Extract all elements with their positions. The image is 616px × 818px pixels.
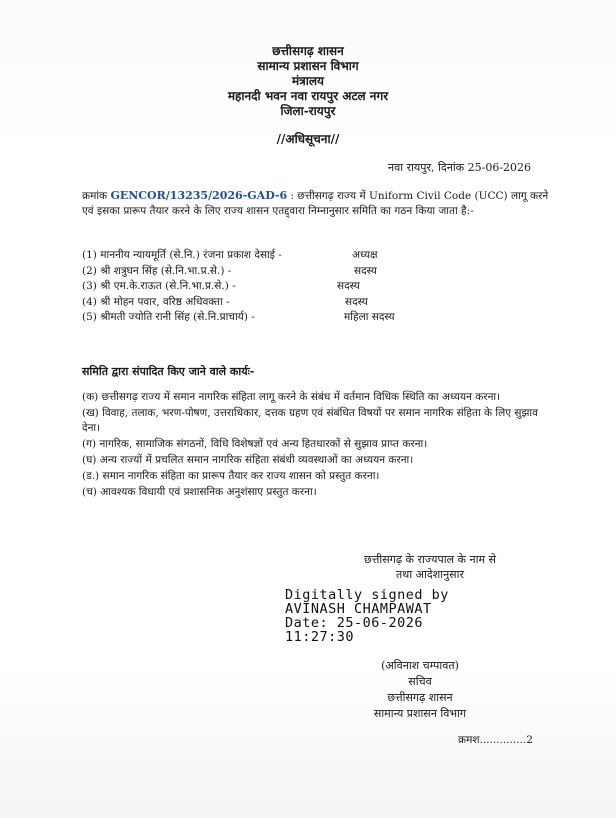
task-item: (ड.) समान नागरिक संहिता का प्रारूप तैयार कर राज्य शासन को प्रस्तुत करना। [82, 469, 380, 482]
intro-paragraph [82, 188, 552, 219]
task-item: (घ) अन्य राज्यों में प्रचलित समान नागरिक संहिता संबंधी व्यवस्थाओं का अध्ययन करना। [82, 453, 414, 466]
member-name: (4) श्री मोहन पवार, वरिष्ठ अधिवक्ता - [82, 295, 230, 308]
order-prefix: क्रमांक [82, 190, 111, 202]
officer-designation: सचिव [408, 675, 432, 688]
officer-government: छत्तीसगढ़ शासन [387, 691, 453, 704]
continuation-marker: क्रमश..............2 [458, 734, 533, 746]
digital-signature-date: Date: 25-06-2026 [285, 615, 424, 631]
member-row [82, 279, 502, 295]
member-role: अध्यक्ष [352, 249, 378, 261]
member-row [82, 295, 502, 311]
member-role: सदस्य [354, 264, 377, 277]
signing-officer [330, 658, 510, 722]
member-name: (2) श्री शत्रुघन सिंह (से.नि.भा.प्र.से.) - [82, 264, 232, 277]
authority-line-1: छत्तीसगढ़ के राज्यपाल के नाम से [364, 553, 496, 566]
member-name: (3) श्री एम.के.राऊत (से.नि.भा.प्र.से.) - [82, 280, 236, 292]
letterhead-building: महानदी भवन नवा रायपुर अटल नगर [227, 89, 389, 103]
digital-signature-line-1: Digitally signed by [285, 587, 449, 603]
authority-line-2: तथा आदेशानुसार [396, 568, 464, 581]
digital-signature [285, 588, 449, 644]
member-name: (5) श्रीमती ज्योति रानी सिंह (से.नि.प्राचार्य) - [82, 311, 255, 323]
intro-text: : छत्तीसगढ़ राज्य में Uniform Civil Code (UCC) लागू करने एवं इसका प्रारूप तैयार करने के लिए राज्य शासन एतद्द्वारा निम्नानुसार समिति का गठन किया जाता है:- [82, 190, 549, 217]
member-row [82, 310, 502, 326]
letterhead-department: सामान्य प्रशासन विभाग [257, 59, 359, 73]
task-item: (क) छत्तीसगढ़ राज्य में समान नागरिक संहिता लागू करने के संबंध में वर्तमान विधिक स्थिति का अध्ययन करना। [82, 391, 501, 403]
member-name: (1) माननीय न्यायमूर्ति (से.नि.) रंजना प्रकाश देसाई - [82, 249, 282, 261]
member-role: महिला सदस्य [344, 311, 395, 323]
member-role: सदस्य [345, 295, 368, 308]
authority-line [330, 552, 530, 582]
tasks-list [82, 390, 552, 501]
committee-members [82, 248, 502, 326]
member-row [82, 248, 502, 264]
notification-title: //अधिसूचना// [276, 132, 340, 146]
officer-name: (अविनाश चम्पावत) [381, 659, 459, 672]
letterhead-ministry: मंत्रालय [291, 74, 324, 88]
letterhead [0, 44, 616, 119]
letterhead-government: छत्तीसगढ़ शासन [272, 44, 344, 58]
task-item: (ग) नागरिक, सामाजिक संगठनों, विधि विशेषज्ञों एवं अन्य हितधारकों से सुझाव प्राप्त करना। [82, 437, 428, 450]
task-item: (ख) विवाह, तलाक, भरण-पोषण, उत्तराधिकार, दत्तक ग्रहण एवं संबंधित विषयों पर समान नागरिक संहिता के लिए सुझाव देना। [82, 407, 538, 434]
order-number: GENCOR/13235/2026-GAD-6 [110, 189, 288, 202]
letterhead-district: जिला-रायपुर [280, 104, 336, 118]
tasks-heading: समिति द्वारा संपादित किए जाने वाले कार्यः- [82, 365, 255, 378]
task-item: (च) आवश्यक विधायी एवं प्रशासनिक अनुशंसाए प्रस्तुत करना। [82, 485, 317, 498]
member-row [82, 264, 502, 280]
digital-signature-signer: AVINASH CHAMPAWAT [285, 601, 432, 617]
digital-signature-time: 11:27:30 [285, 629, 355, 645]
member-role: सदस्य [337, 280, 360, 292]
issue-date: नवा रायपुर, दिनांक 25-06-2026 [388, 161, 532, 174]
officer-department: सामान्य प्रशासन विभाग [373, 707, 467, 720]
